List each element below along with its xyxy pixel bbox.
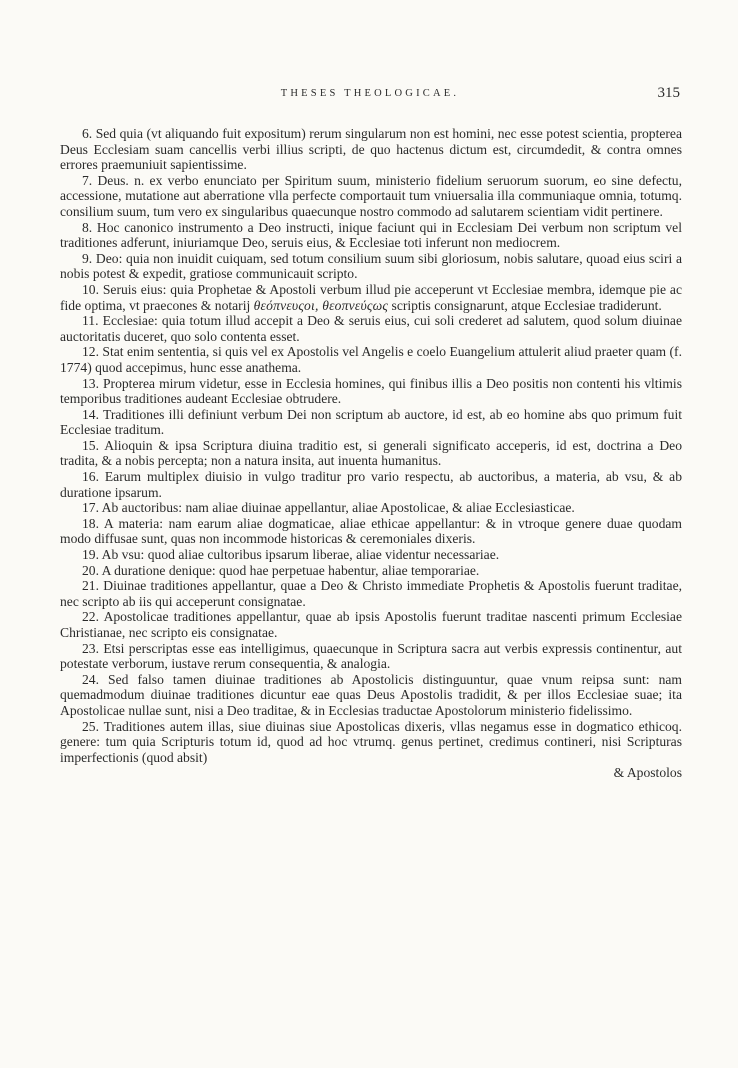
thesis-paragraph: [60, 516, 682, 547]
running-title: THESES THEOLOGICAE.: [280, 88, 460, 99]
catchword: & Apostolos: [613, 765, 682, 781]
thesis-text: Hoc canonico instrumento a Deo instructi, inique faciunt qui in Ecclesiam Dei verbum non scriptum vel traditiones adferunt, iniuriamque Deo, seruis eius, & Ecclesiae toti inferunt non mediocrem.: [60, 219, 682, 251]
thesis-paragraph: [60, 313, 682, 344]
thesis-paragraph: [60, 173, 682, 220]
thesis-number: 21.: [82, 578, 99, 594]
running-head: [60, 85, 680, 108]
thesis-paragraph: [60, 672, 682, 719]
thesis-paragraph: [60, 469, 682, 500]
thesis-number: 22.: [82, 609, 99, 625]
thesis-number: 20.: [82, 562, 99, 578]
thesis-text: Stat enim sententia, si quis vel ex Apostolis vel Angelis e coelo Euangelium attulerit aliud praeter quam (f. 1774) quod accepimus, hunc esse anathema.: [60, 344, 682, 375]
thesis-paragraph: [60, 220, 682, 251]
thesis-number: 7.: [82, 172, 93, 188]
thesis-paragraph: [60, 609, 682, 640]
thesis-text: Traditiones autem illas, siue diuinas siue Apostolicas dixeris, vllas negamus esse in dogmatico ethicoq. genere: tum quia Scripturis totum id, quod ad hoc vtrumq. genus pertinet, credimus contineri, nisi Scripturas imperfectionis (quod absit): [60, 718, 683, 765]
thesis-number: 25.: [82, 718, 99, 734]
thesis-text: Sed quia (vt aliquando fuit expositum) rerum singularum non est homini, nec esse potest scientia, propterea Deus Ecclesiam suam cancellis verbi illius scripti, de quo hactenus dictum est, circumdedit, & contra omnes errores praemuniuit sapientissime.: [60, 126, 682, 173]
thesis-text: Sed falso tamen diuinae traditiones ab Apostolicis distinguuntur, quae vnum reipsa sunt: nam quemadmodum diuinae traditiones dicuntur eae quas Deus Apostolis tradidit, & per illos Ecclesiae suae; ita Apostolicae nullae sunt, nisi a Deo traditae, & in Ecclesias traductae Apostolorum ministerio fidelissimo.: [60, 671, 682, 718]
thesis-text: Diuinae traditiones appellantur, quae a Deo & Christo immediate Prophetis & Apostolis fuerunt traditae, nec scripto ab iis qui acceperunt consignatae.: [60, 578, 682, 609]
thesis-paragraph: [60, 251, 682, 282]
thesis-number: 14.: [82, 406, 99, 422]
thesis-number: 23.: [82, 640, 99, 656]
thesis-paragraph: [60, 719, 682, 766]
thesis-number: 6.: [82, 126, 93, 141]
thesis-paragraph: [60, 376, 682, 407]
thesis-number: 16.: [82, 469, 99, 485]
thesis-number: 19.: [82, 547, 99, 563]
thesis-number: 11.: [82, 313, 99, 329]
thesis-paragraph: [60, 407, 682, 438]
thesis-text: Alioquin & ipsa Scriptura diuina traditio est, si generali significato acceperis, id est, doctrina a Deo tradita, & a nobis percepta; non a natura insita, aut inuenta humanitus.: [60, 437, 682, 469]
thesis-text: Etsi perscriptas esse eas intelligimus, quaecunque in Scriptura sacra aut verbis expressis continentur, aut potestate verborum, iustave rerum consequentia, & analogia.: [60, 640, 682, 672]
thesis-text: Earum multiplex diuisio in vulgo traditur pro vario respectu, ab auctoribus, a materia, ab vsu, & ab duratione ipsarum.: [60, 469, 682, 500]
thesis-number: 15.: [82, 437, 99, 453]
thesis-text: Ecclesiae: quia totum illud accepit a Deo & seruis eius, cui soli crederet ad salutem, quod solum diuinae auctoritatis duceret, quo solo contenta esset.: [60, 313, 682, 344]
thesis-paragraph: [60, 282, 682, 313]
thesis-number: 8.: [82, 219, 93, 235]
thesis-text: Seruis eius: quia Prophetae & Apostoli verbum illud pie acceperunt vt Ecclesiae membra, idemque pie ac fide optima, vt praecones & notarij: [60, 281, 682, 313]
thesis-paragraph: [60, 344, 682, 375]
thesis-text: Ab auctoribus: nam aliae diuinae appellantur, aliae Apostolicae, & aliae Ecclesiasticae.: [101, 500, 575, 516]
thesis-paragraph: [60, 578, 682, 609]
thesis-number: 18.: [82, 515, 99, 531]
thesis-text: Propterea mirum videtur, esse in Ecclesia homines, qui finibus illis a Deo positis non contenti his vltimis temporibus traditiones audeant Ecclesiae obtrudere.: [60, 375, 682, 407]
thesis-number: 24.: [82, 671, 99, 687]
thesis-number: 13.: [82, 375, 99, 391]
thesis-paragraph: [60, 641, 682, 672]
thesis-text: A materia: nam earum aliae dogmaticae, aliae ethicae appellantur: & in vtroque genere duae quodam modo diffusae sunt, quas non incommode historicas & ceremoniales dixeris.: [60, 515, 682, 547]
text-block: [60, 126, 682, 781]
thesis-text: A duratione denique: quod hae perpetuae habentur, aliae temporariae.: [101, 562, 480, 578]
thesis-paragraph: [60, 126, 682, 173]
thesis-text: Deo: quia non inuidit cuiquam, sed totum consilium suum sibi gloriosum, nobis salutare, quoad eius sciri a nobis potest & expedit, gratiose communicauit scripto.: [60, 250, 682, 282]
greek-phrase: θεόπνευςοι, θεοπνεύςως: [253, 297, 389, 313]
thesis-text: Traditiones illi definiunt verbum Dei non scriptum ab auctore, id est, ab eo homine abs quo primum fuit Ecclesiae traditum.: [60, 406, 683, 438]
thesis-paragraph: [60, 500, 682, 516]
thesis-paragraph: [60, 438, 682, 469]
thesis-text: Ab vsu: quod aliae cultoribus ipsarum liberae, aliae videntur necessariae.: [101, 547, 500, 563]
thesis-number: 12.: [82, 344, 99, 360]
thesis-number: 17.: [82, 500, 99, 516]
thesis-text: Apostolicae traditiones appellantur, quae ab ipsis Apostolis fuerunt traditae nascenti primum Ecclesiae Christianae, nec scripto eis consignatae.: [60, 609, 682, 640]
thesis-paragraph: [60, 547, 682, 563]
page-number: 315: [657, 85, 680, 101]
thesis-number: 9.: [82, 250, 93, 266]
thesis-text: Deus. n. ex verbo enunciato per Spiritum suum, ministerio fidelium seruorum suorum, eo sine defectu, accessione, mutatione aut aberratione vlla perfecte comportauit tum vniuersalia illa communiaque omnia, totumq. consilium suum, tum vero ex singularibus quaecunque nostro commodo ad salutarem scientiam vidit pertinere.: [60, 172, 683, 219]
thesis-number: 10.: [82, 281, 99, 297]
thesis-paragraph: [60, 563, 682, 579]
thesis-text-continued: scriptis consignarunt, atque Ecclesiae tradiderunt.: [391, 297, 662, 313]
